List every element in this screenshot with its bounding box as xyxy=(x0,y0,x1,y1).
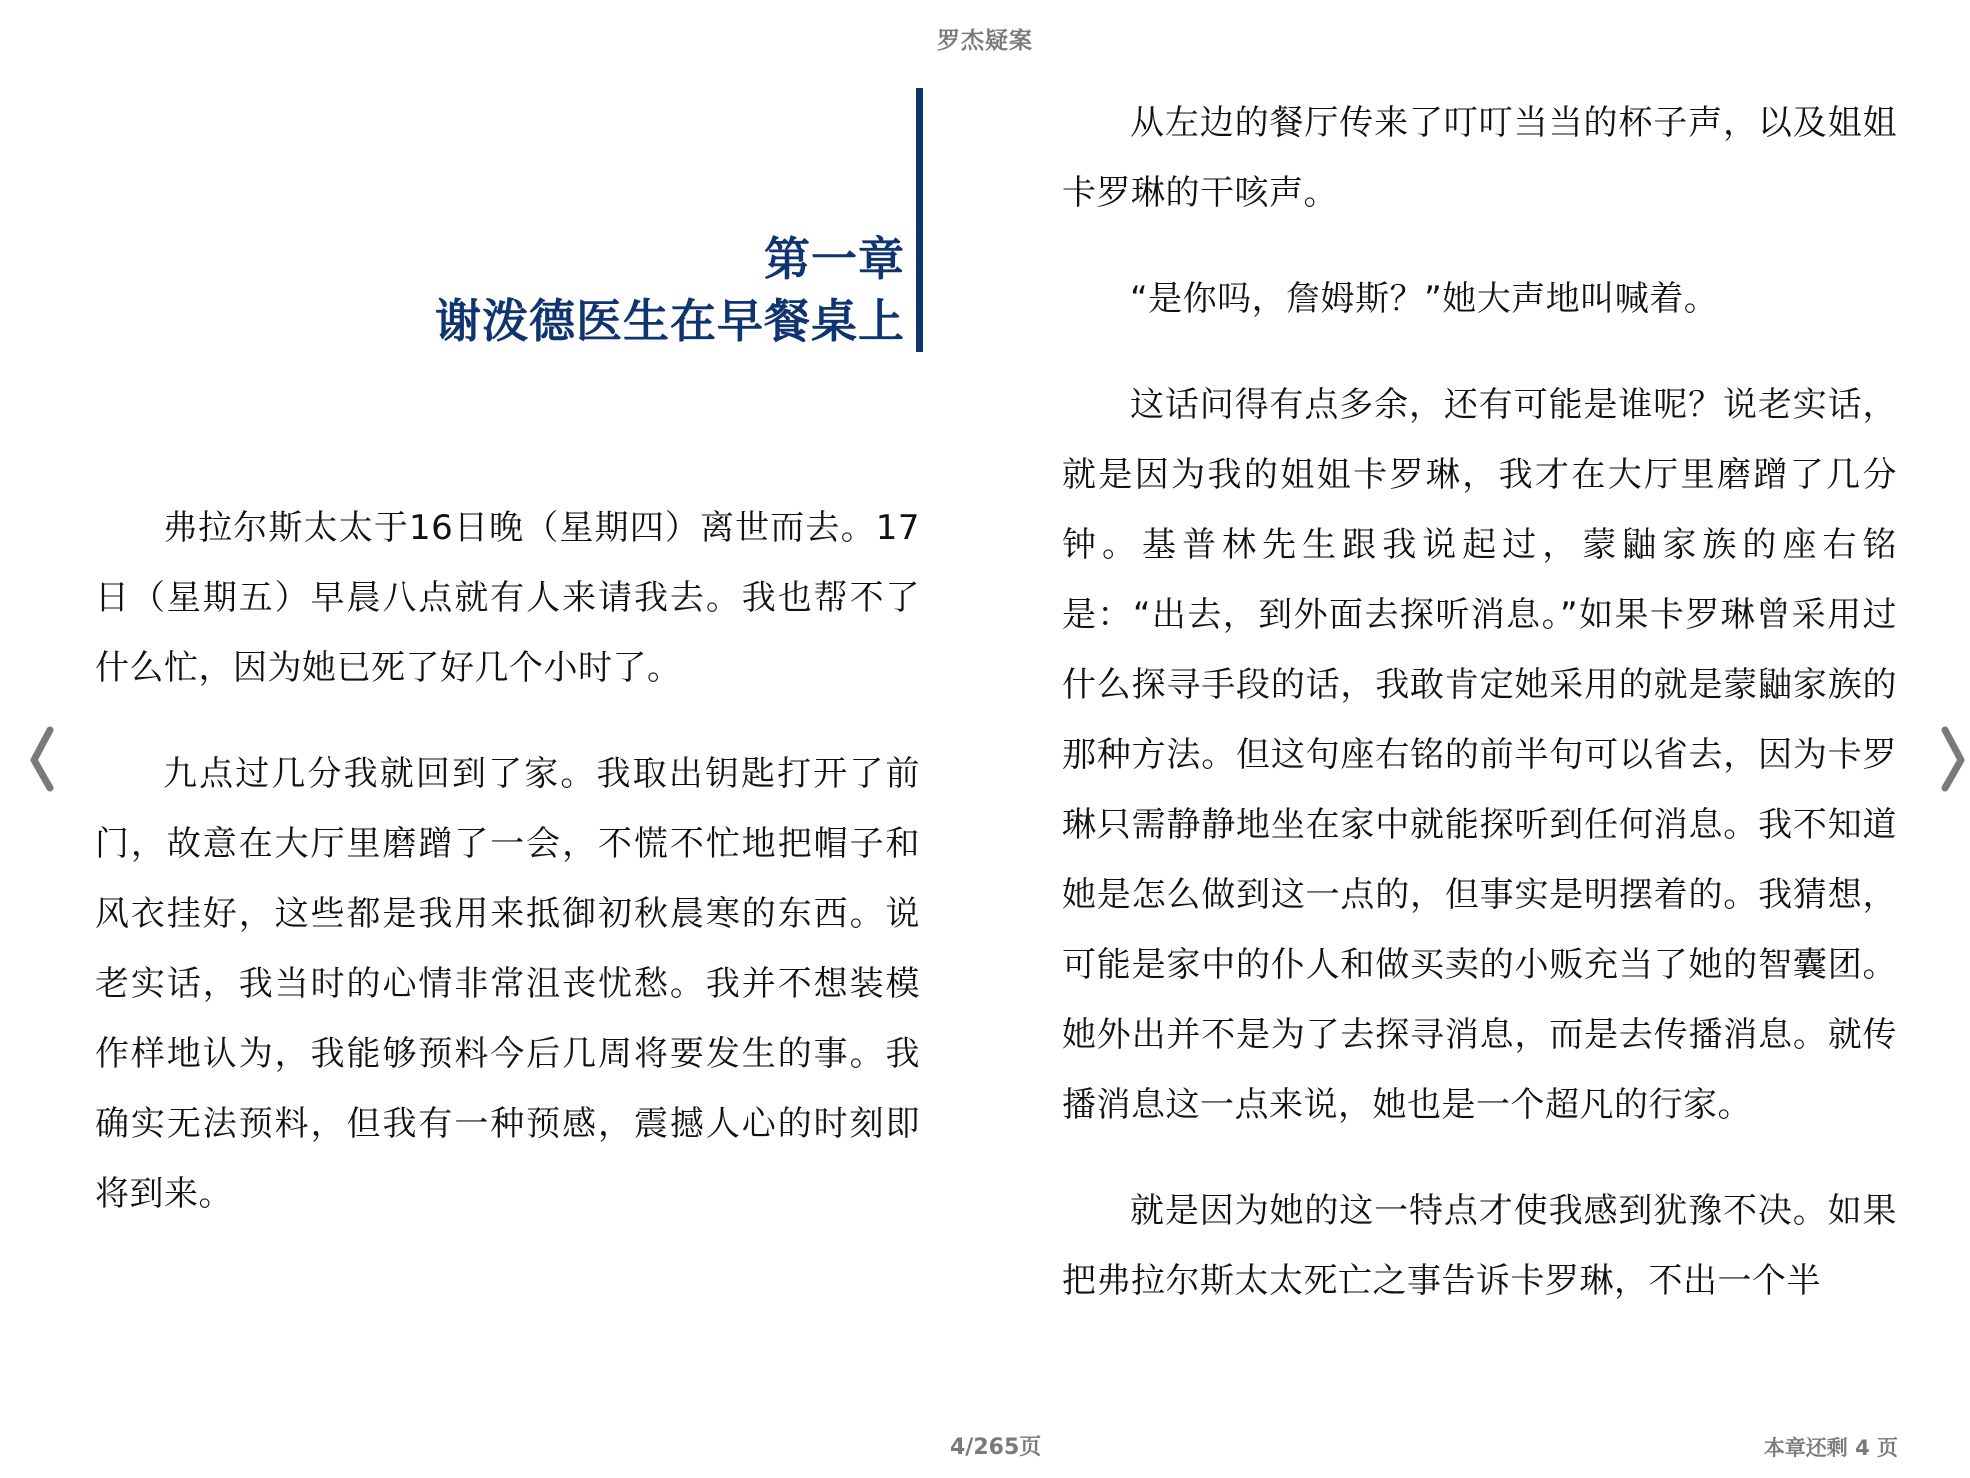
right-page-body xyxy=(1062,88,1897,1316)
chapter-number: 第一章 xyxy=(764,232,905,286)
paragraph: 从左边的餐厅传来了叮叮当当的杯子声，以及姐姐卡罗琳的干咳声。 xyxy=(1062,103,1897,213)
chapter-remaining-pages: 本章还剩 4 页 xyxy=(1763,1436,1898,1460)
paragraph: 弗拉尔斯太太于16日晚（星期四）离世而去。17日（星期五）早晨八点就有人来请我去。我也帮不了什么忙，因为她已死了好几个小时了。 xyxy=(95,508,920,688)
chapter-accent-bar xyxy=(916,88,923,352)
chevron-left-icon xyxy=(20,722,60,792)
previous-page-button[interactable] xyxy=(20,722,60,792)
paragraph: 这话问得有点多余，还有可能是谁呢？说老实话，就是因为我的姐姐卡罗琳，我才在大厅里磨蹭了几分钟。基普林先生跟我说起过，蒙鼬家族的座右铭是：“出去，到外面去探听消息。”如果卡罗琳曾采用过什么探寻手段的话，我敢肯定她采用的就是蒙鼬家族的那种方法。但这句座右铭的前半句可以省去，因为卡罗琳只需静静地坐在家中就能探听到任何消息。我不知道她是怎么做到这一点的，但事实是明摆着的。我猜想，可能是家中的仆人和做买卖的小贩充当了她的智囊团。她外出并不是为了去探寻消息，而是去传播消息。就传播消息这一点来说，她也是一个超凡的行家。 xyxy=(1062,385,1897,1125)
paragraph: 九点过几分我就回到了家。我取出钥匙打开了前门，故意在大厅里磨蹭了一会，不慌不忙地把帽子和风衣挂好，这些都是我用来抵御初秋晨寒的东西。说老实话，我当时的心情非常沮丧忧愁。我并不想装模作样地认为，我能够预料今后几周将要发生的事。我确实无法预料，但我有一种预感，震撼人心的时刻即将到来。 xyxy=(95,754,920,1214)
page-indicator: 4/265页 xyxy=(950,1435,1042,1460)
book-title: 罗杰疑案 xyxy=(937,28,1033,54)
left-page-body xyxy=(95,493,920,1229)
chapter-title: 谢泼德医生在早餐桌上 xyxy=(435,294,905,348)
next-page-button[interactable] xyxy=(1935,722,1970,792)
chevron-right-icon xyxy=(1935,722,1970,792)
paragraph: 就是因为她的这一特点才使我感到犹豫不决。如果把弗拉尔斯太太死亡之事告诉卡罗琳，不出一个半 xyxy=(1062,1191,1897,1301)
chapter-heading xyxy=(435,228,905,352)
paragraph: “是你吗，詹姆斯？”她大声地叫喊着。 xyxy=(1130,279,1719,319)
